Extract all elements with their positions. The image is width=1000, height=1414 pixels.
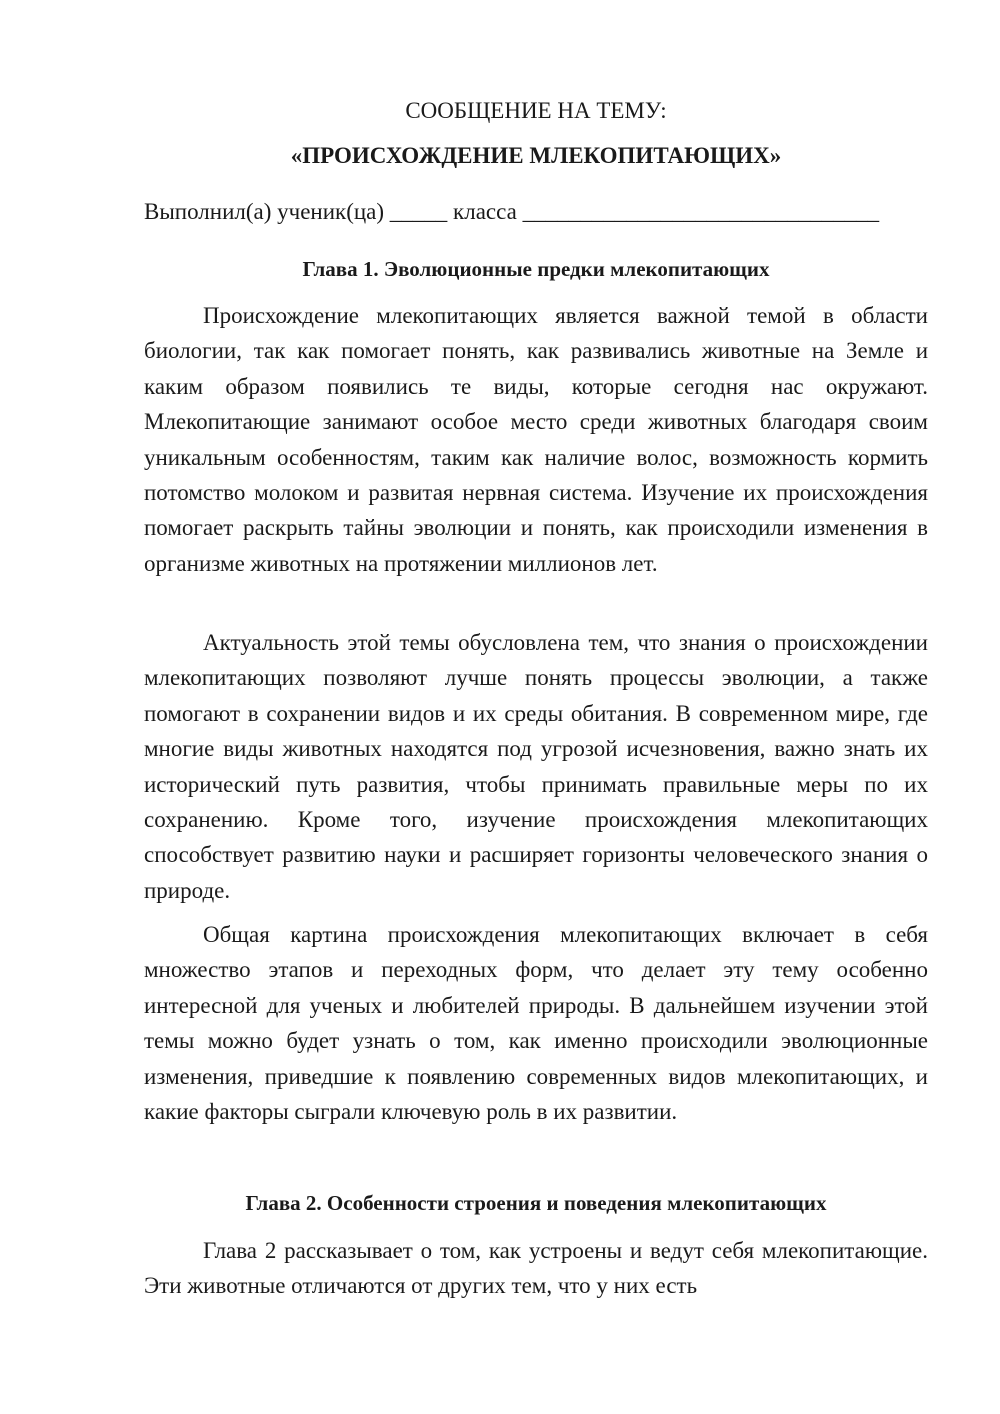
document-title-line-1: СООБЩЕНИЕ НА ТЕМУ: bbox=[405, 98, 667, 123]
chapter-1-paragraph-3: Общая картина происхождения млекопитающих включает в себя множество этапов и переходных форм, что делает эту тему особенно интересной для ученых и любителей природы. В дальнейшем изучении этой темы можно будет узнать о том, как именно происходили эволюционные изменения, приведшие к появлению современных видов млекопитающих, и какие факторы сыграли ключевую роль в их развитии. bbox=[144, 922, 928, 1125]
chapter-2-heading: Глава 2. Особенности строения и поведения млекопитающих bbox=[245, 1191, 827, 1215]
document-title-line-2: «ПРОИСХОЖДЕНИЕ МЛЕКОПИТАЮЩИХ» bbox=[290, 143, 782, 168]
author-line: Выполнил(а) ученик(ца) _____ класса _______________________________ bbox=[144, 199, 880, 224]
chapter-2-paragraph-1: Глава 2 рассказывает о том, как устроены и ведут себя млекопитающие. Эти животные отличаются от других тем, что у них есть bbox=[144, 1238, 928, 1299]
chapter-1-paragraph-2: Актуальность этой темы обусловлена тем, что знания о происхождении млекопитающих позволяют лучше понять процессы эволюции, а также помогают в сохранении видов и их среды обитания. В современном мире, где многие виды животных находятся под угрозой исчезновения, важно знать их исторический путь развития, чтобы принимать правильные меры по их сохранению. Кроме того, изучение происхождения млекопитающих способствует развитию науки и расширяет горизонты человеческого знания о природе. bbox=[144, 630, 928, 903]
chapter-1-paragraph-1: Происхождение млекопитающих является важной темой в области биологии, так как помогает понять, как развивались животные на Земле и каким образом появились те виды, которые сегодня нас окружают. Млекопитающие занимают особое место среди животных благодаря своим уникальным особенностям, таким как наличие волос, возможность кормить потомство молоком и развитая нервная система. Изучение их происхождения помогает раскрыть тайны эволюции и понять, как происходили изменения в организме животных на протяжении миллионов лет. bbox=[144, 303, 928, 576]
chapter-1-heading: Глава 1. Эволюционные предки млекопитающих bbox=[302, 257, 770, 281]
